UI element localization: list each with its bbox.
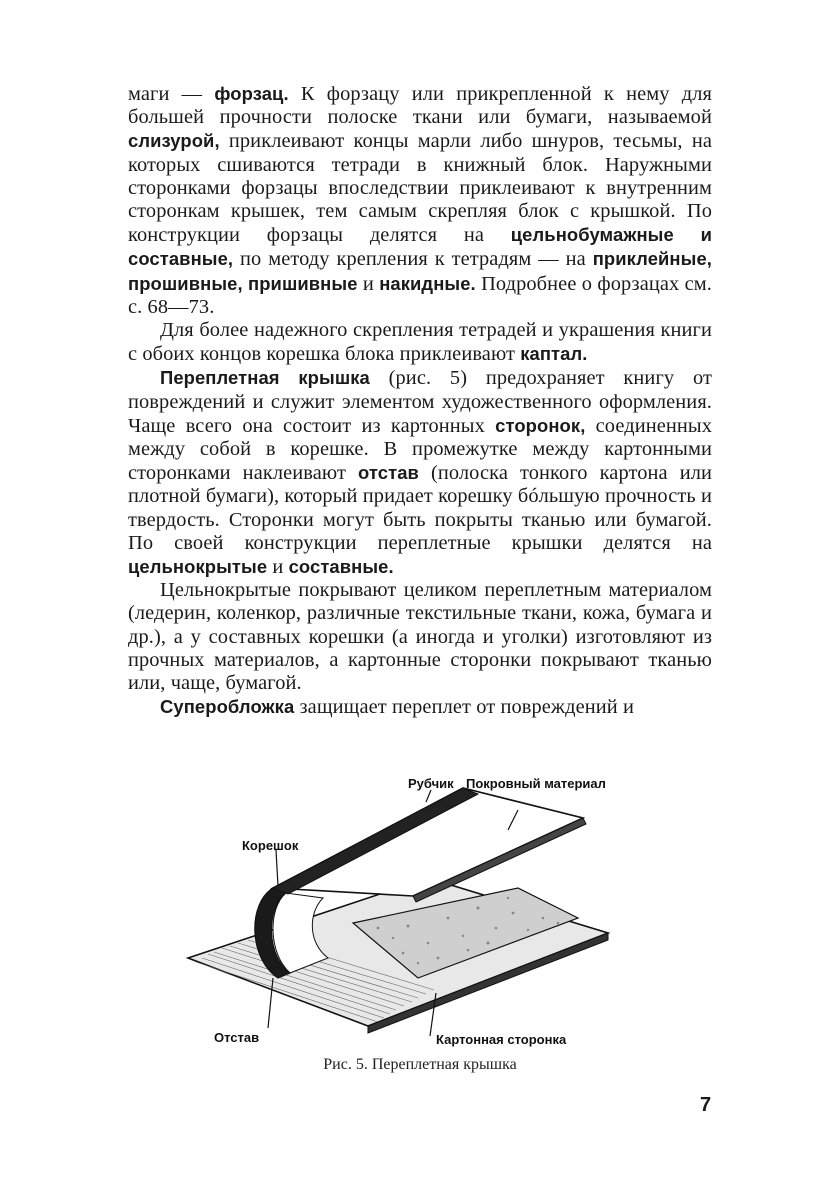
paragraph-1 [128,82,712,319]
text-run: соединенных между собой в корешке. В промежутке между картонными сторонками наклеивают [128,414,712,485]
text-run: маги — [128,83,215,105]
text-run: Подробнее о форзацах см. с. 68—73. [128,272,712,318]
label-spine: Корешок [242,838,299,853]
text-run: по методу крепления к тетрадям — на [233,248,593,271]
text-run: и [357,272,380,295]
bold-term: цельнокрытые [128,556,268,578]
text-run: и [267,556,289,579]
bold-term: каптал. [520,343,588,365]
bold-term: Переплетная крышка [160,367,370,389]
text-run: К форзацу или прикрепленной к нему для большей прочности полоске ткани или бумаги, называемой [128,83,712,129]
bold-term: составные. [288,556,394,578]
text-run: Для более надежного скрепления тетрадей и украшения книги с обоих концов корешка блока приклеивают [128,319,712,366]
bold-term: Суперобложка [160,696,295,718]
label-otstav: Отстав [214,1030,260,1045]
binding-cover-figure [178,768,618,1068]
paragraph-3 [128,366,712,579]
label-board: Картонная сторонка [436,1032,567,1047]
text-run: (рис. 5) предохраняет книгу от повреждений и служит элементом художественного оформления. Чаще всего она состоит из картонных [128,367,712,437]
text-run: (полоска тонкого картона или плотной бумаги), который придает корешку бóльшую прочность и твердость. Сторонки могут быть покрыты тканью или бумагой. По своей конструкции переплетные крышки делятся на [128,462,712,554]
bold-term: форзац. [214,83,289,104]
bold-term: цельнобумажные и составные, [128,224,712,270]
bold-term: сторонок, [495,414,586,436]
page-number: 7 [700,1094,712,1116]
paragraph-2 [128,319,712,366]
bold-term: приклейные, прошивные, пришивные [128,248,712,294]
label-rubchik: Рубчик [408,776,454,791]
text-run: Цельнокрытые покрывают целиком переплетным материалом (ледерин, коленкор, различные текстильные ткани, кожа, бумага и др.), а у составных корешки (а иногда и уголки) изготовляют из прочных материалов, а картонные сторонки покрывают тканью или, чаще, бумагой. [128,579,712,695]
binding-cover-illustration [178,768,618,1068]
label-cover-material: Покровный материал [466,776,606,791]
paragraph-4 [128,579,712,695]
bold-term: слизурой, [128,130,220,152]
body-text [128,82,712,719]
text-run: приклеивают концы марли либо шнуров, тесьмы, на которых сшиваются тетради в книжный блок. Наружными сторонками форзацы впоследствии приклеивают к внутренним сторонкам крышек, тем самым скрепляя блок с крышкой. По конструкции форзацы делятся на [128,130,712,247]
bold-term: накидные. [379,272,476,294]
paragraph-5 [128,695,712,719]
text-run: защищает переплет от повреждений и [294,696,634,719]
figure-caption: Рис. 5. Переплетная крышка [323,1056,517,1073]
bold-term: отстав [358,462,419,484]
